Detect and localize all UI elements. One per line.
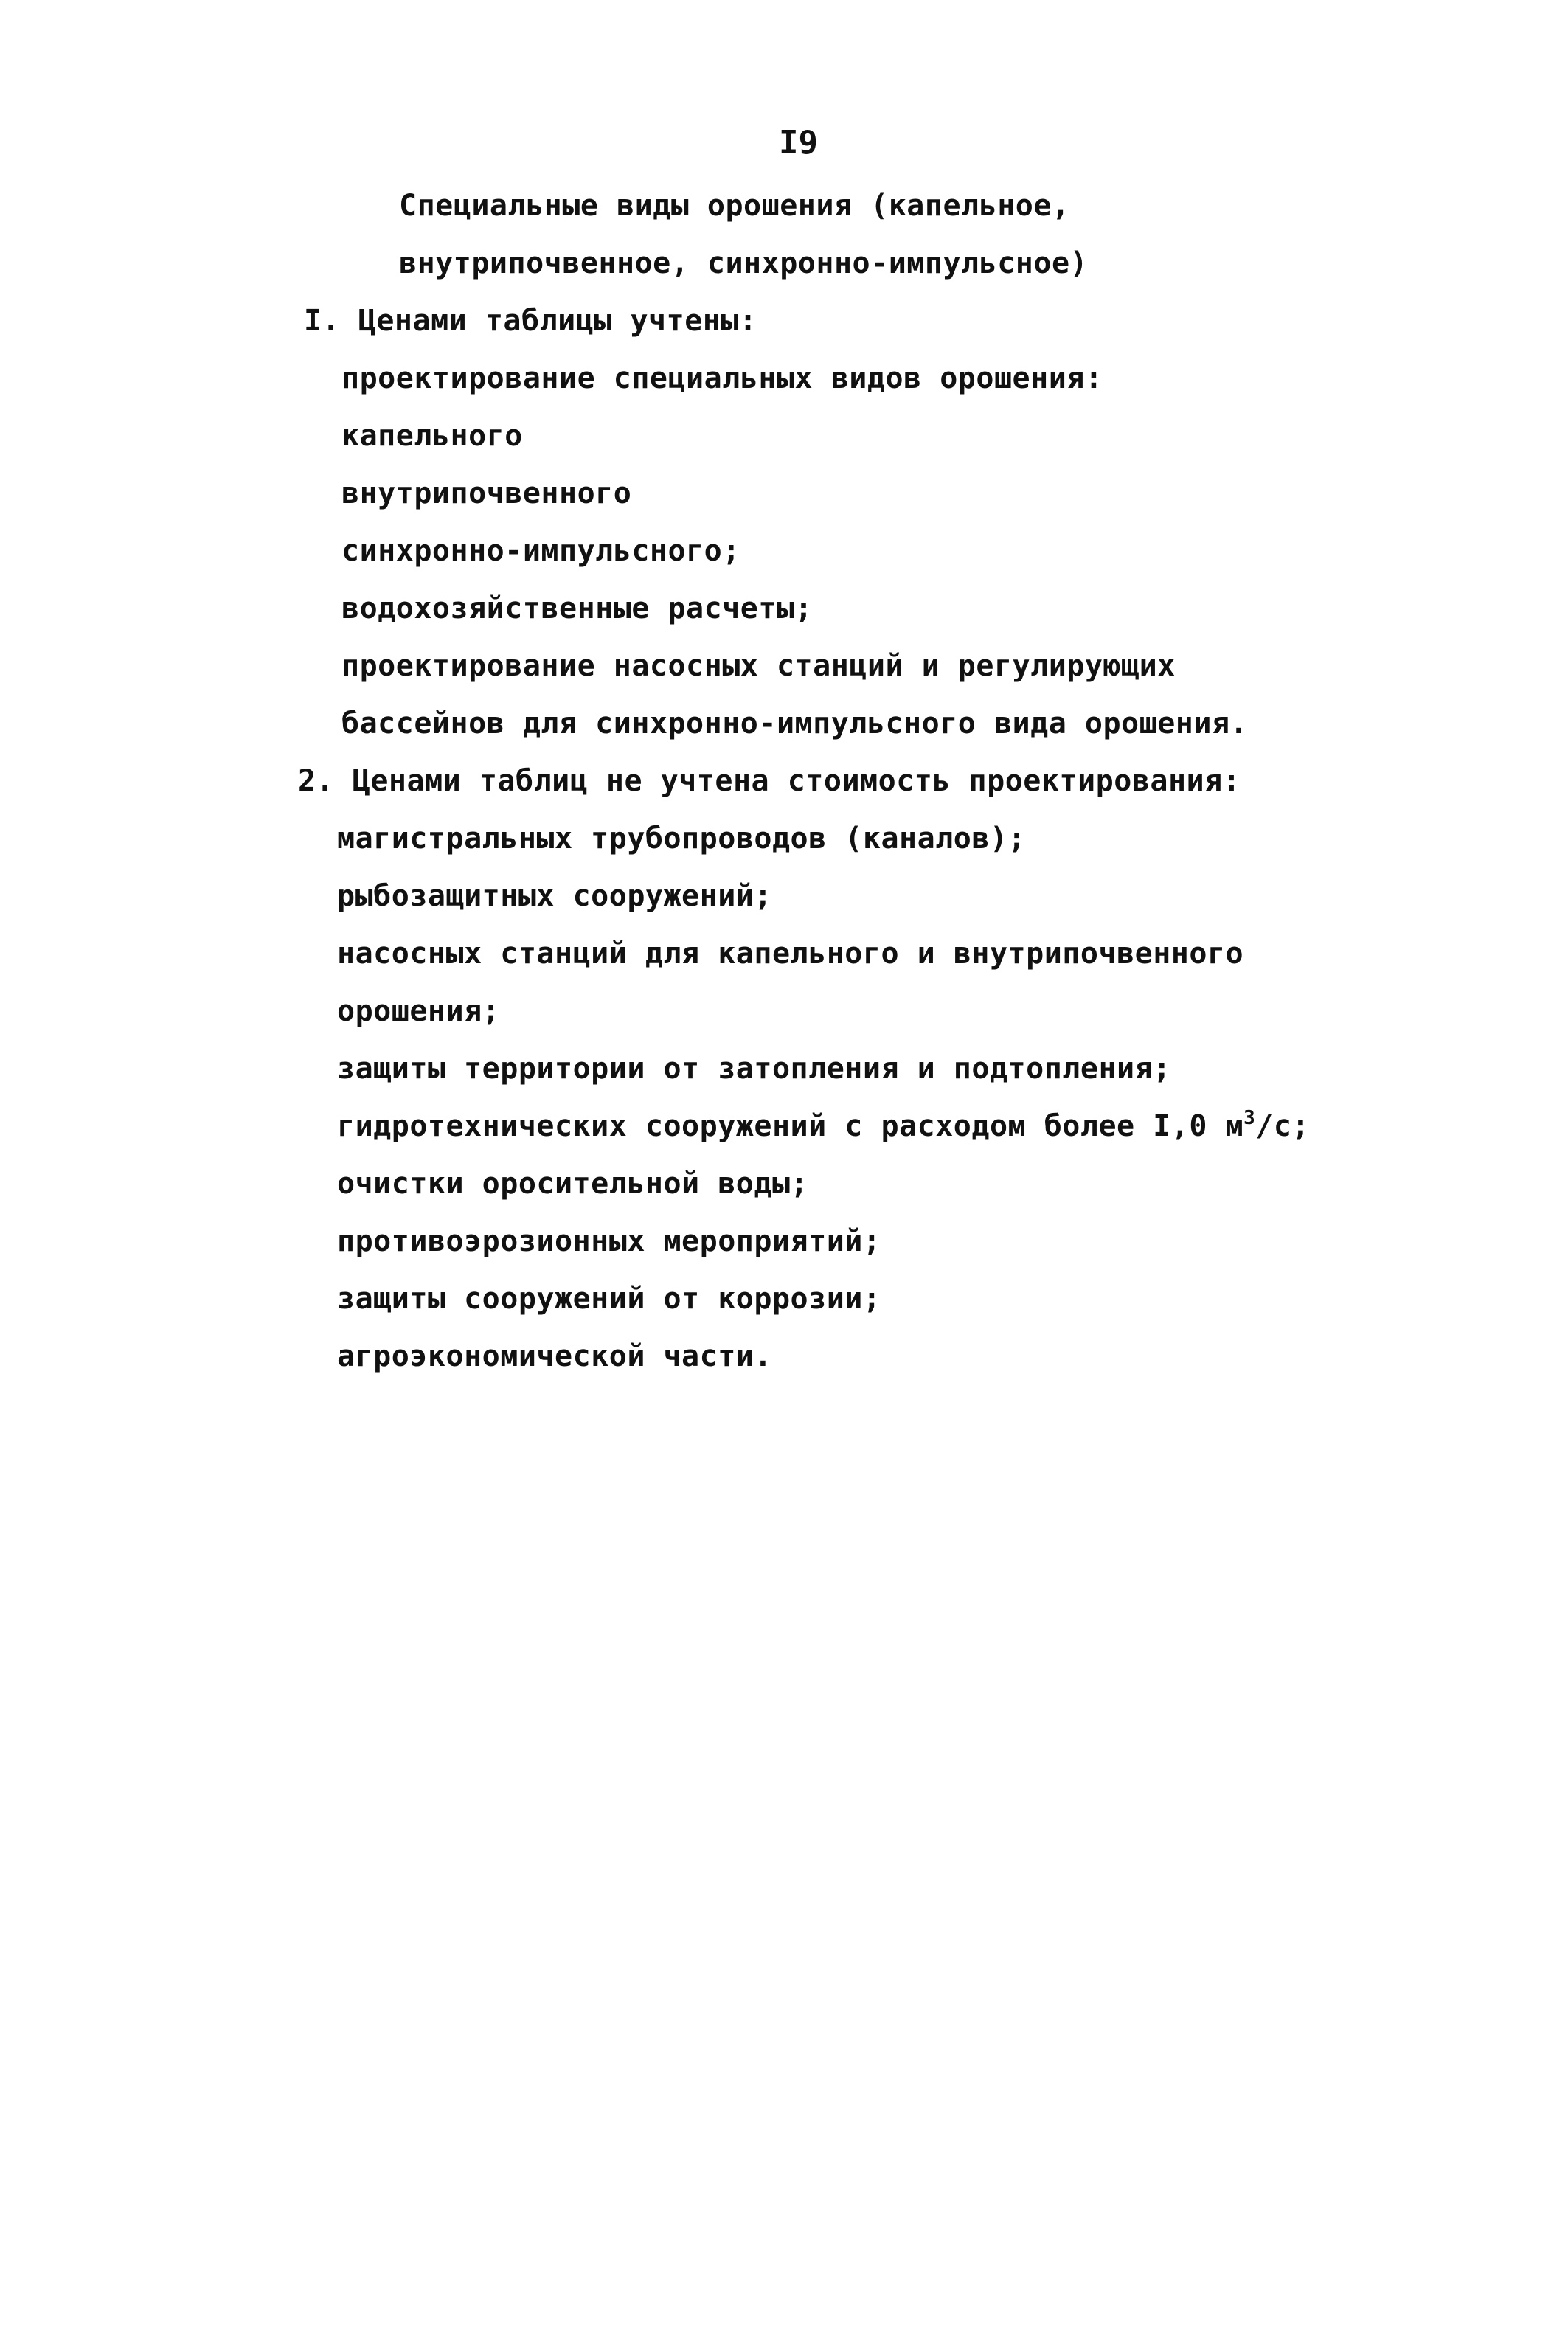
section-1-item: водохозяйственные расчеты; — [341, 592, 814, 625]
section-2-item: магистральных трубопроводов (каналов); — [337, 822, 1027, 856]
section-2-item: очистки оросительной воды; — [337, 1167, 809, 1201]
section-1-heading: I. Ценами таблицы учтены: — [304, 304, 757, 338]
page-number: I9 — [779, 124, 818, 162]
section-1-item: проектирование специальных видов орошения: — [341, 361, 1103, 395]
flow-item-superscript: 3 — [1243, 1107, 1256, 1129]
flow-item-unit: /с; — [1255, 1109, 1311, 1143]
section-1-item: синхронно-импульсного; — [341, 534, 740, 568]
title-line-2: внутрипочвенное, синхронно-импульсное) — [399, 246, 1089, 280]
section-2-item: орошения; — [337, 994, 501, 1028]
title-line-1: Специальные виды орошения (капельное, — [399, 189, 1070, 223]
section-2-item: насосных станций для капельного и внутрипочвенного — [337, 937, 1244, 971]
section-2-item: рыбозащитных сооружений; — [337, 879, 772, 913]
section-2-heading: 2. Ценами таблиц не учтена стоимость проектирования: — [298, 764, 1241, 798]
section-1-item: капельного — [341, 419, 523, 453]
section-2-item: защиты территории от затопления и подтопления; — [337, 1052, 1171, 1086]
section-1-item: проектирование насосных станций и регулирующих — [341, 649, 1176, 683]
section-2-item: защиты сооружений от коррозии; — [337, 1282, 881, 1316]
section-2-item: противоэрозионных мероприятий; — [337, 1224, 881, 1258]
section-2-item: агроэкономической части. — [337, 1339, 772, 1373]
section-1-item: внутрипочвенного — [341, 476, 632, 510]
section-2-flow-item — [337, 1108, 1310, 1145]
section-1-item: бассейнов для синхронно-импульсного вида орошения. — [341, 707, 1249, 740]
flow-item-text: гидротехнических сооружений с расходом более I,0 м — [337, 1109, 1244, 1143]
